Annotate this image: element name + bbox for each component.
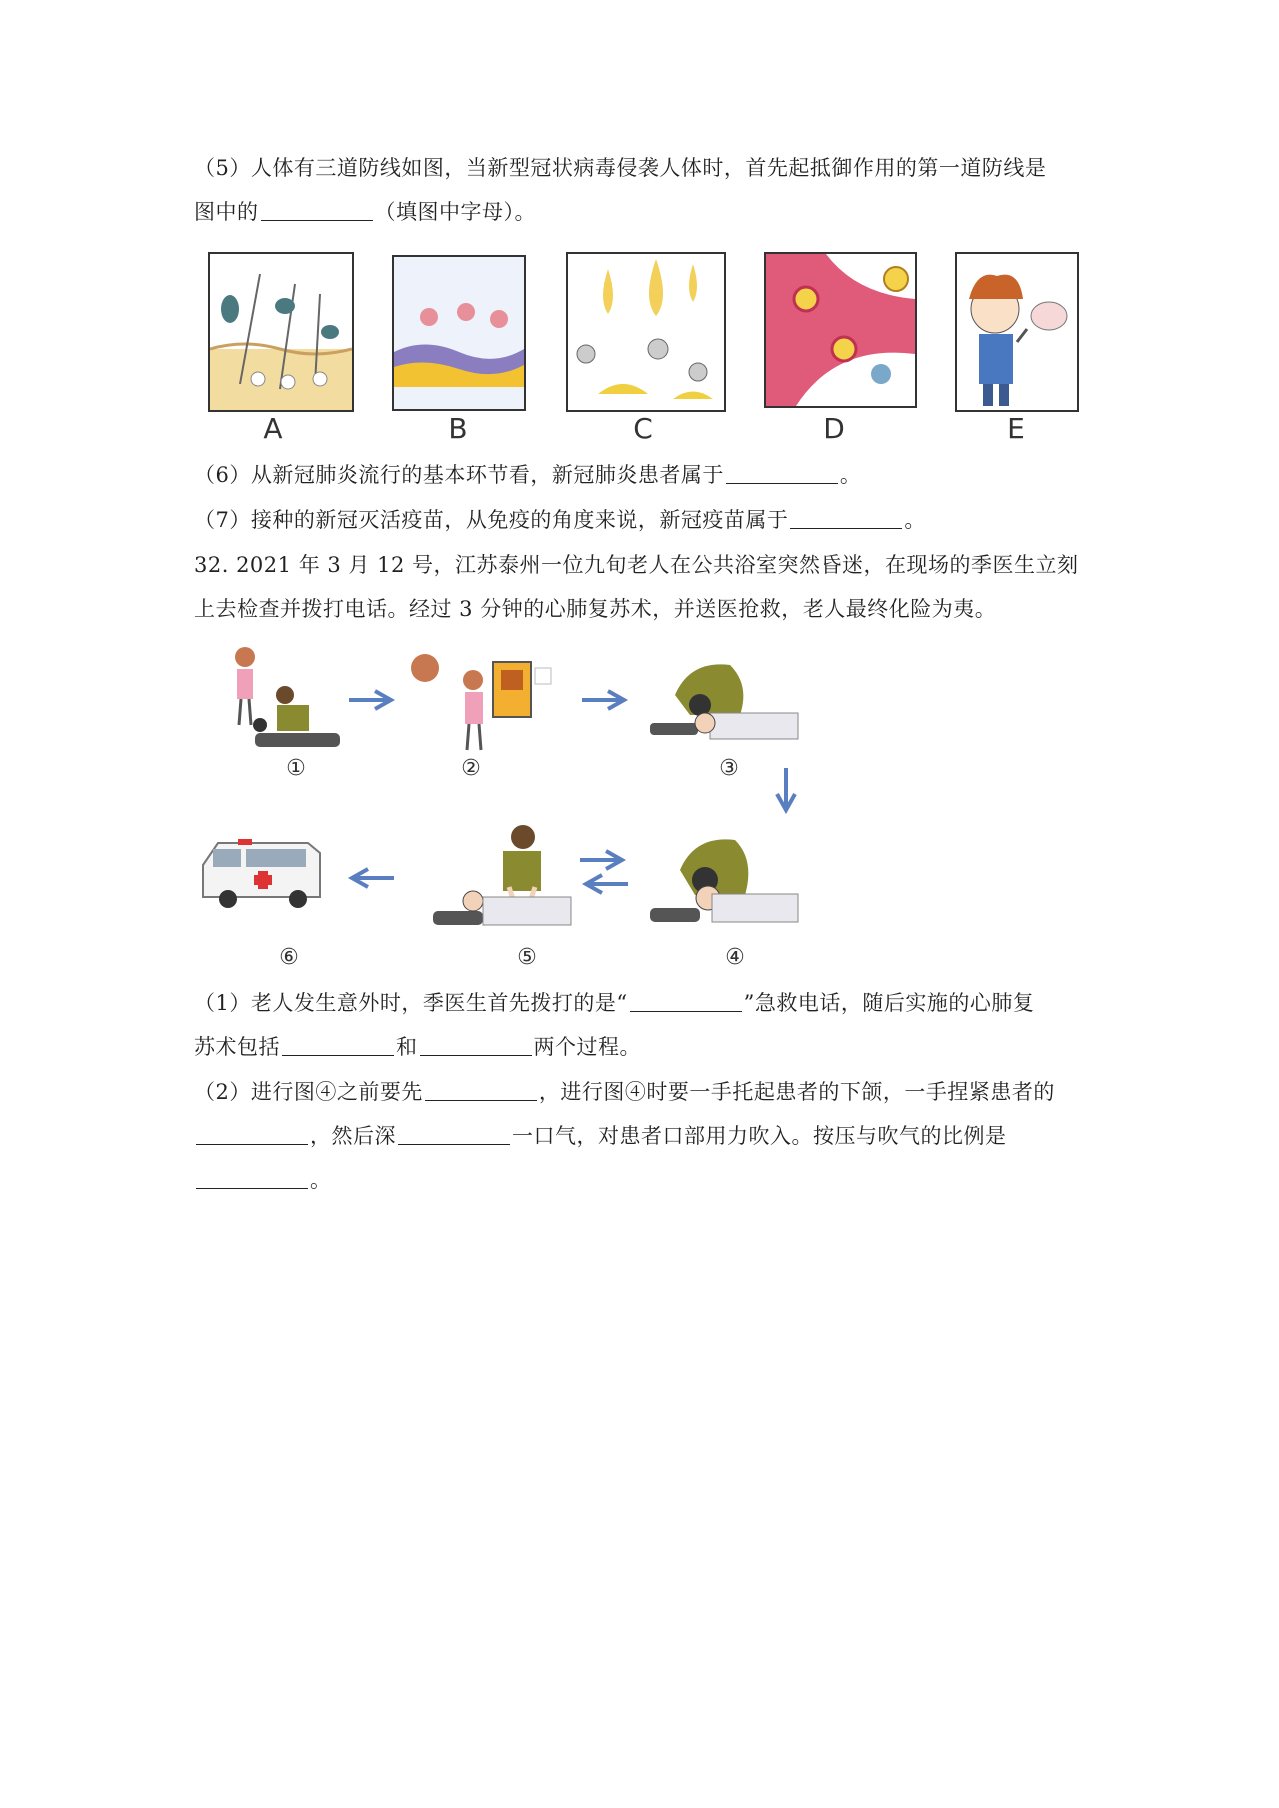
q6-line: （6）从新冠肺炎流行的基本环节看，新冠肺炎患者属于 。 [194, 463, 862, 487]
panel-label-b: B [448, 412, 468, 445]
panel-e [955, 252, 1079, 412]
panel-label-e: E [1007, 412, 1025, 445]
answer-blank[interactable] [261, 200, 373, 221]
step-number-3: ③ [719, 756, 739, 781]
step-2-illustration [405, 640, 555, 755]
step-number-6: ⑥ [279, 945, 299, 970]
panel-c [566, 252, 726, 412]
answer-blank[interactable] [790, 508, 902, 529]
arrow-right-icon [347, 688, 399, 712]
blood-vessel-illustration [766, 254, 915, 406]
skin-barrier-illustration [210, 254, 352, 410]
q32-line2: 上去检查并拨打电话。经过 3 分钟的心肺复苏术，并送医抢救，老人最终化险为夷。 [194, 597, 997, 621]
step-number-1: ① [286, 756, 306, 781]
s2-line2: ，然后深 一口气，对患者口部用力吹入。按压与吹气的比例是 [194, 1121, 1007, 1151]
answer-blank[interactable] [726, 463, 838, 484]
step-number-5: ⑤ [517, 945, 537, 970]
step-3-illustration [650, 655, 800, 747]
vaccination-illustration [957, 254, 1077, 410]
answer-blank[interactable] [630, 991, 742, 1012]
s1-line1: （1）老人发生意外时，季医生首先拨打的是“ ”急救电话，随后实施的心肺复 [194, 991, 1035, 1015]
panel-label-a: A [263, 412, 283, 445]
answer-blank[interactable] [282, 1035, 394, 1056]
panel-label-d: D [823, 412, 845, 445]
step-6-ambulance-illustration [198, 835, 328, 915]
q32-line1: 32. 2021 年 3 月 12 号，江苏泰州一位九旬老人在公共浴室突然昏迷，在现场的季医生立刻 [194, 553, 1079, 577]
bactericidal-substance-illustration [568, 254, 724, 410]
panel-b [392, 255, 526, 411]
arrows-left-right-icon [578, 848, 630, 896]
answer-blank[interactable] [196, 1124, 308, 1145]
panel-d [764, 252, 917, 408]
s1-line2: 苏术包括 和 两个过程。 [194, 1035, 641, 1059]
arrow-down-icon [774, 766, 798, 818]
answer-blank[interactable] [196, 1168, 308, 1189]
q5-line1: （5）人体有三道防线如图，当新型冠状病毒侵袭人体时，首先起抵御作用的第一道防线是 [194, 156, 1047, 180]
mucous-membrane-illustration [394, 257, 524, 409]
step-4-rescue-breathing-illustration [650, 830, 800, 930]
panel-label-c: C [633, 412, 653, 445]
panel-a [208, 252, 354, 412]
q7-line: （7）接种的新冠灭活疫苗，从免疫的角度来说，新冠疫苗属于 。 [194, 508, 926, 532]
arrow-right-icon [580, 688, 632, 712]
arrow-left-icon [344, 866, 396, 890]
step-5-chest-compression-illustration [433, 825, 573, 930]
q5-line2: 图中的 （填图中字母）。 [194, 200, 536, 224]
answer-blank[interactable] [425, 1080, 537, 1101]
answer-blank[interactable] [398, 1124, 510, 1145]
answer-blank[interactable] [420, 1035, 532, 1056]
s2-line1: （2）进行图④之前要先 ，进行图④时要一手托起患者的下颌，一手捏紧患者的 [194, 1080, 1055, 1104]
step-1-illustration [215, 645, 345, 750]
step-number-4: ④ [725, 945, 745, 970]
step-number-2: ② [461, 756, 481, 781]
s2-line3: 。 [194, 1165, 332, 1195]
